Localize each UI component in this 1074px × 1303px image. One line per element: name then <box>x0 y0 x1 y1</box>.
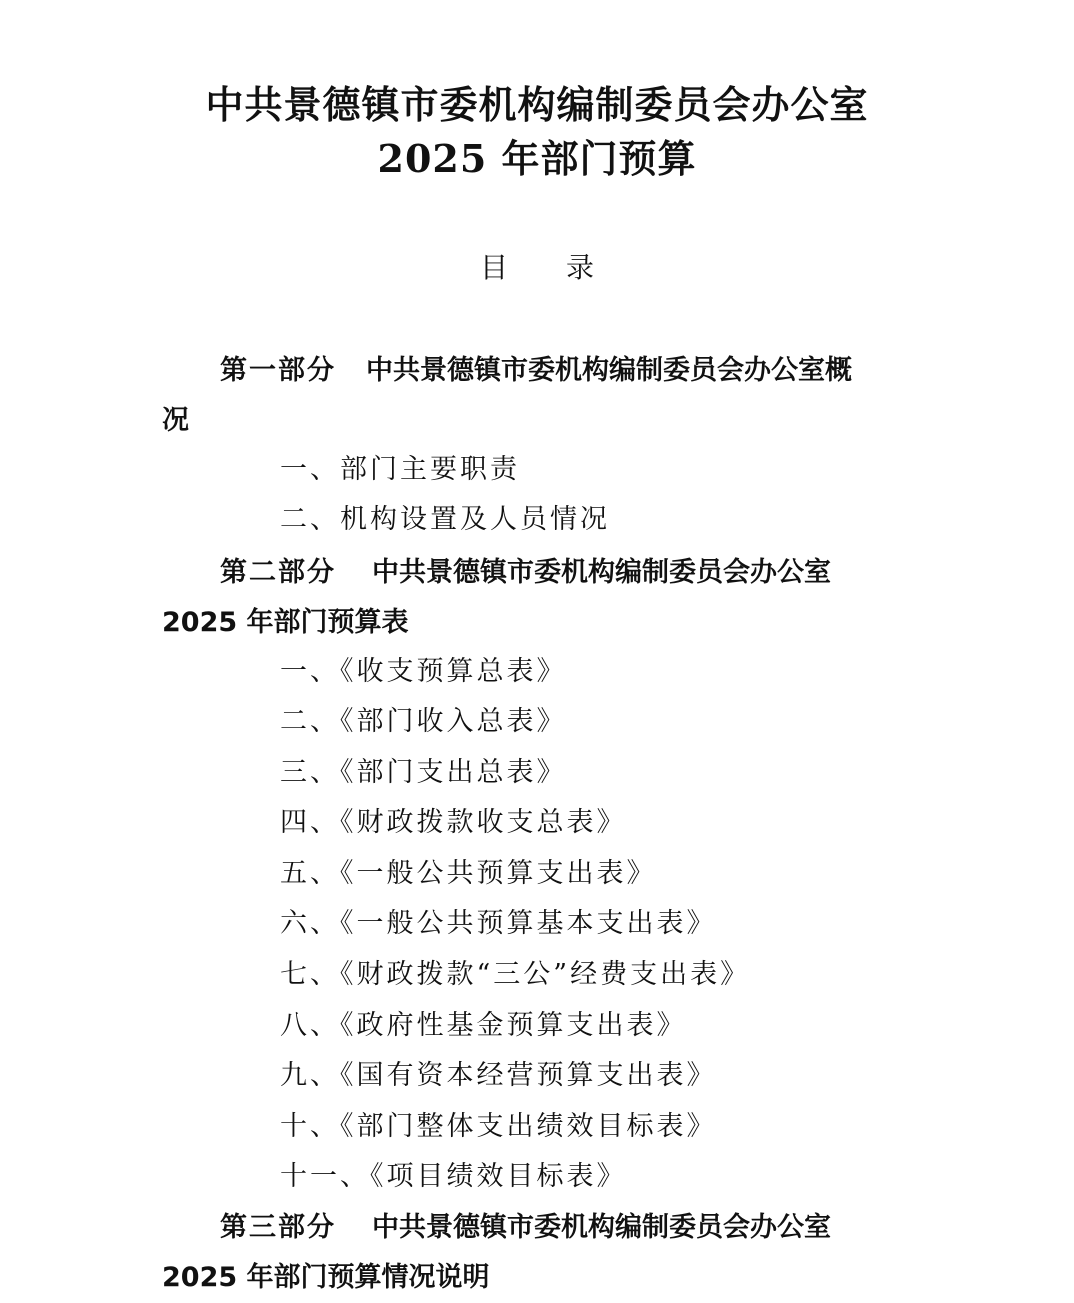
toc-item: 六、《一般公共预算基本支出表》 <box>280 908 717 939</box>
toc-part-1-heading <box>162 346 914 396</box>
toc-part-3-heading <box>162 1203 914 1253</box>
toc-part-3-title-continuation: 2025 年部门预算情况说明 <box>162 1262 490 1293</box>
toc-part-2-label: 第二部分 <box>220 557 336 588</box>
toc-item: 一、《收支预算总表》 <box>280 656 567 687</box>
toc-item: 一、部门主要职责 <box>280 454 520 485</box>
toc-part-1 <box>162 346 914 446</box>
toc-part-3 <box>162 1203 914 1303</box>
toc-item: 十、《部门整体支出绩效目标表》 <box>280 1111 717 1142</box>
toc-part-2-heading <box>162 548 914 598</box>
toc-item: 八、《政府性基金预算支出表》 <box>280 1010 687 1041</box>
toc-heading: 目录 <box>479 251 652 284</box>
toc-item: 三、《部门支出总表》 <box>280 757 567 788</box>
toc-part-3-label: 第三部分 <box>220 1212 336 1243</box>
toc-part-2 <box>162 548 914 648</box>
toc-part-3-title: 中共景德镇市委机构编制委员会办公室 <box>372 1212 831 1243</box>
toc-part-1-title: 中共景德镇市委机构编制委员会办公室概 <box>366 355 852 386</box>
toc-item: 九、《国有资本经营预算支出表》 <box>280 1060 717 1091</box>
toc-part-1-label: 第一部分 <box>220 355 336 386</box>
toc-item: 七、《财政拨款“三公”经费支出表》 <box>280 959 751 990</box>
toc-item: 四、《财政拨款收支总表》 <box>280 807 627 838</box>
document-title-line1: 中共景德镇市委机构编制委员会办公室 <box>205 82 869 127</box>
toc-item: 五、《一般公共预算支出表》 <box>280 858 657 889</box>
toc-part-1-title-continuation: 况 <box>162 405 189 436</box>
toc-part-2-title-continuation: 2025 年部门预算表 <box>162 607 409 638</box>
toc-item: 二、《部门收入总表》 <box>280 706 567 737</box>
toc-item: 十一、《项目绩效目标表》 <box>280 1161 627 1192</box>
toc-item: 二、机构设置及人员情况 <box>280 504 610 535</box>
document-title-line2: 2025 年部门预算 <box>377 136 697 181</box>
toc-part-2-title: 中共景德镇市委机构编制委员会办公室 <box>372 557 831 588</box>
